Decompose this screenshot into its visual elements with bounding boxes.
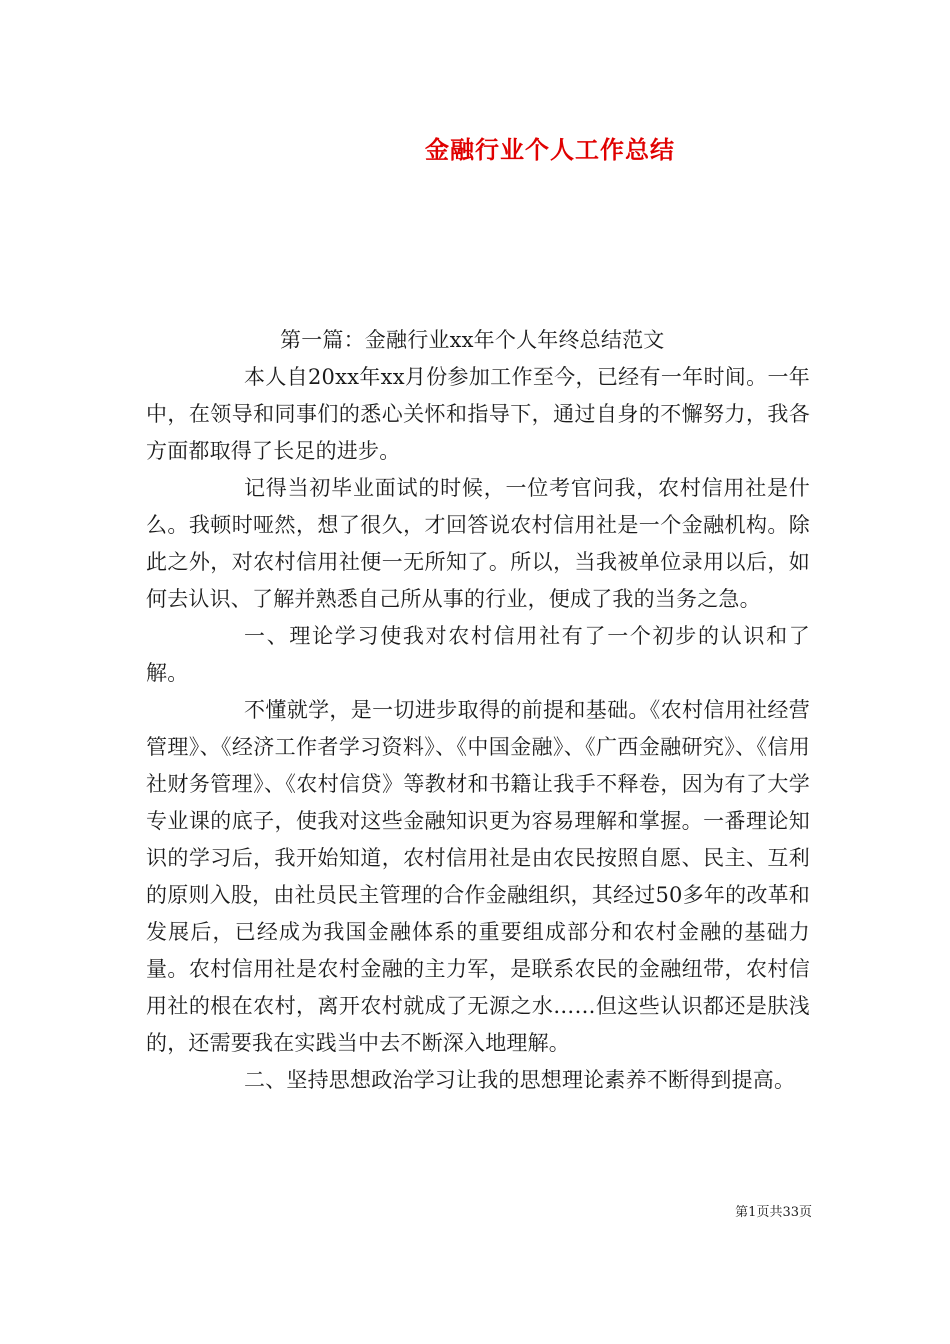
paragraph-2: 记得当初毕业面试的时候，一位考官问我，农村信用社是什么。我顿时哑然，想了很久，才回答说农村信用社是一个金融机构。除此之外，对农村信用社便一无所知了。所以，当我被单位录用以后，如何去认识、了解并熟悉自己所从事的行业，便成了我的当务之急。: [146, 476, 810, 611]
paragraph-1: 本人自20xx年xx月份参加工作至今，已经有一年时间。一年中，在领导和同事们的悉心关怀和指导下，通过自身的不懈努力，我各方面都取得了长足的进步。: [146, 365, 810, 463]
section-heading: 第一篇：金融行业xx年个人年终总结范文: [280, 328, 665, 352]
document-body: [146, 322, 810, 1099]
paragraph-3: 一、理论学习使我对农村信用社有了一个初步的认识和了解。: [146, 624, 810, 685]
document-title: 金融行业个人工作总结: [425, 136, 675, 164]
paragraph-4: 不懂就学，是一切进步取得的前提和基础。《农村信用社经营管理》、《经济工作者学习资料》、《中国金融》、《广西金融研究》、《信用社财务管理》、《农村信贷》等教材和书籍让我手不释卷，因为有了大学专业课的底子，使我对这些金融知识更为容易理解和掌握。一番理论知识的学习后，我开始知道，农村信用社是由农民按照自愿、民主、互利的原则入股，由社员民主管理的合作金融组织，其经过50多年的改革和发展后，已经成为我国金融体系的重要组成部分和农村金融的基础力量。农村信用社是农村金融的主力军，是联系农民的金融纽带，农村信用社的根在农村，离开农村就成了无源之水……但这些认识都还是肤浅的，还需要我在实践当中去不断深入地理解。: [146, 698, 810, 1055]
page-number-footer: 第1页共33页: [735, 1205, 812, 1220]
paragraph-5: 二、坚持思想政治学习让我的思想理论素养不断得到提高。: [244, 1068, 796, 1092]
